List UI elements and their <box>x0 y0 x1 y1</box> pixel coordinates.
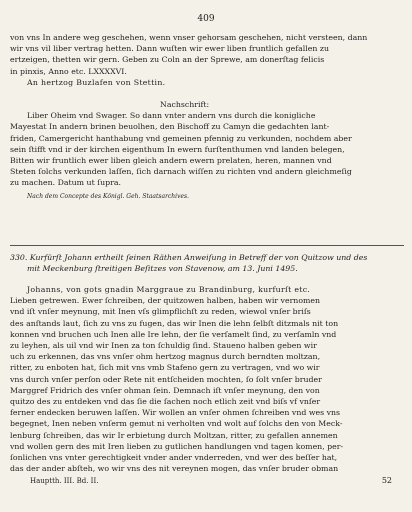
text-line: vnd iſt vnſer meynung, mit Inen vſs glimpflichſt zu reden, wiewol vnſer briſs <box>10 307 311 317</box>
text-line: das der ander abſteh, wo wir vns des nit vereynen mogen, das vnſer bruder obman <box>10 464 339 474</box>
title-line: 330. Kurfürſt Johann ertheilt ſeinen Räthen Anweiſung in Betreff der von Quitzow und des <box>10 253 368 262</box>
text-line: ritter, zu enboten hat, ſich mit vns vmb Stafeno gern zu vertragen, vnd wo wir <box>10 363 320 373</box>
text-line: uch zu erkennen, das vns vnſer ohm hertzog magnus durch berndten moltzan, <box>10 352 321 362</box>
text-line: Liber Oheim vnd Swager. So dann vnter andern vns durch die konigliche <box>27 111 316 121</box>
text-line: vns durch vnſer perſon oder Rete nit entſcheiden mochten, ſo ſolt vnſer bruder <box>10 374 322 384</box>
footer-volume: Hauptth. III. Bd. II. <box>30 477 99 485</box>
text-line: sein ſtifft vnd ir der kirchen eigenthum In ewern furſtenthumen vnd landen belegen, <box>10 144 345 154</box>
title-line: mit Meckenburg ſtreitigen Beſitzes von Stavenow, am 13. Juni 1495. <box>27 264 298 274</box>
postscript-heading: Nachschrift: <box>160 100 210 109</box>
document-330-title <box>10 252 404 274</box>
text-line: vnd wollen gern des mit Iren lieben zu gutlichen handlungen vnd tagen komen, per- <box>10 441 344 451</box>
document-330-body <box>10 284 404 474</box>
text-line: zu leyhen, als uil vnd wir Inen za ton ſchuldig ſind. Staueno halben geben wir <box>10 341 317 351</box>
text-line: Johanns, von gots gnadin Marggraue zu Brandinburg, kurfurſt etc. <box>27 285 311 294</box>
text-line: Steten ſolchs verkunden laſſen, ſich darnach wiſſen zu richten vnd andern gleichmeſig <box>10 167 352 177</box>
text-line: wir vns vil liber vertrag hetten. Dann wuſten wir ewer liben fruntlich gefallen zu <box>10 44 330 54</box>
text-line: in pinxis, Anno etc. LXXXXVI. <box>10 66 127 76</box>
signature-line: An hertzog Buzlafen von Stettin. <box>27 77 166 87</box>
text-line: lenburg ſchreiben, das wir Ir erbietung durch Moltzan, ritter, zu gefallen annemen <box>10 430 338 440</box>
letter-ending-block <box>10 32 404 88</box>
text-line: ferner endecken beruwen laſſen. Wir wollen an vnſer ohmen ſchreiben vnd wes vns <box>10 408 341 418</box>
footer-signature-mark: 52 <box>381 476 392 485</box>
text-line: von vns In andere weg geschehen, wenn vnser gehorsam geschehen, nicht versteen, dann <box>10 33 368 42</box>
text-line: quitzo des zu entdeken vnd das ſie die ſachen noch etlich zeit vnd biſs vf vnſer <box>10 397 321 407</box>
text-line: des anſtands laut, ſich zu vns zu fugen, das wir Inen die lehn ſelbſt ditzmals nit ton <box>10 318 339 328</box>
page-number: 409 <box>197 14 215 24</box>
source-note: Nach dem Concepte des Königl. Geh. Staatsarchives. <box>27 192 190 200</box>
text-line: zu machen. Datum ut ſupra. <box>10 178 121 188</box>
text-line: Bitten wir fruntlich ewer liben gleich andern ewern prelaten, heren, mannen vnd <box>10 156 332 166</box>
postscript-block <box>10 99 404 202</box>
text-line: Lieben getrewen. Ewer ſchreiben, der quitzowen halben, haben wir vernomen <box>10 296 321 306</box>
text-line: friden, Camergericht hanthabung vnd gemeinen pfennig zu verkunden, nochdem aber <box>10 133 352 143</box>
text-line: Mayestat In andern brinen beuolhen, den Bischoff zu Camyn die gedachten lant- <box>10 122 330 132</box>
text-line: begegnet, Inen neben vnſerm gemut ni verholten vnd wolt auf ſolchs den von Meck- <box>10 419 343 429</box>
text-line: Marggref Fridrich des vnſer ohman ſein. Demnach iſt vnſer meynung, den von <box>10 385 320 395</box>
text-line: konnen vnd bruchen uch Inen alle Ire lehn, der ſie verſamelt ſind, zu verſamln vnd <box>10 329 337 339</box>
text-line: ſonlichen vns vnter gerechtigkeit vnder ander vnderreden, vnd wer des beſſer hat, <box>10 453 338 463</box>
text-line: ertzeigen, thetten wir gern. Geben zu Coln an der Sprewe, am donerſtag felicis <box>10 55 325 65</box>
section-divider <box>10 245 404 246</box>
